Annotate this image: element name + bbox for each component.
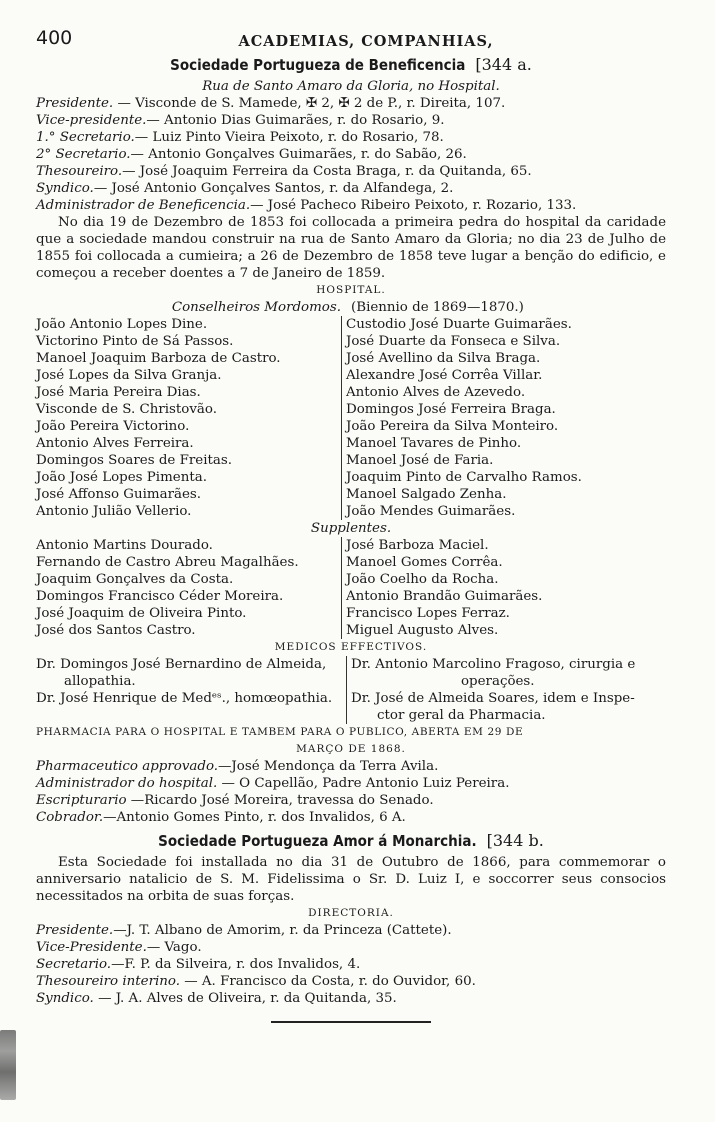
officer-text: — A. Francisco da Costa, r. do Ouvidor, 60. bbox=[179, 974, 476, 989]
officer-role: Secretario. bbox=[36, 957, 112, 972]
officer-line bbox=[36, 163, 666, 180]
officer-text: — José Antonio Gonçalves Santos, r. da Alfandega, 2. bbox=[93, 181, 454, 196]
officer-role: Thesoureiro interino. bbox=[36, 974, 180, 989]
running-head: ACADEMIAS, COMPANHIAS, bbox=[238, 33, 494, 50]
section2-ref: [344 b. bbox=[486, 831, 544, 850]
list-item: Antonio Brandão Guimarães. bbox=[346, 589, 543, 604]
list-item: Visconde de S. Christovão. bbox=[36, 402, 217, 417]
mordomos-label: Conselheiros Mordomos. bbox=[171, 300, 341, 315]
list-item: Domingos Francisco Céder Moreira. bbox=[36, 589, 284, 604]
officer-line bbox=[36, 775, 666, 792]
officer-role: Syndico. bbox=[36, 181, 94, 196]
officer-role: Syndico. bbox=[36, 991, 94, 1006]
medicos-right-column bbox=[346, 656, 666, 724]
supplentes-table bbox=[36, 537, 666, 639]
officer-role: Cobrador. bbox=[36, 810, 104, 825]
supplentes-left-column bbox=[36, 537, 341, 639]
officer-text: —Antonio Gomes Pinto, r. dos Invalidos, 6 A. bbox=[103, 810, 406, 825]
list-item: Joaquim Pinto de Carvalho Ramos. bbox=[346, 470, 582, 485]
officer-line bbox=[36, 146, 666, 163]
biennio-label: (Biennio de 1869—1870.) bbox=[351, 300, 524, 315]
officer-role: Administrador de Beneficencia. bbox=[36, 198, 251, 213]
list-item: Dr. Antonio Marcolino Fragoso, cirurgia e bbox=[351, 657, 636, 672]
library-stamp bbox=[0, 1030, 16, 1100]
officer-line bbox=[36, 973, 666, 990]
list-item: Dr. Domingos José Bernardino de Almeida, bbox=[36, 657, 327, 672]
list-item: Domingos José Ferreira Braga. bbox=[346, 402, 556, 417]
section1-title bbox=[36, 56, 666, 74]
officer-line bbox=[36, 197, 666, 214]
list-item: Custodio José Duarte Guimarães. bbox=[346, 317, 572, 332]
officer-text: —J. T. Albano de Amorim, r. da Princeza (Cattete). bbox=[113, 923, 452, 938]
closing-rule bbox=[271, 1021, 431, 1023]
section1-title-text: Sociedade Portugueza de Beneficencia bbox=[170, 56, 466, 74]
list-item: João Pereira da Silva Monteiro. bbox=[346, 419, 559, 434]
section2-title bbox=[36, 832, 666, 850]
officer-line bbox=[36, 922, 666, 939]
list-item: João Antonio Lopes Dine. bbox=[36, 317, 208, 332]
margin-marks bbox=[2, 60, 22, 120]
mordomos-table bbox=[36, 316, 666, 520]
list-item: João José Lopes Pimenta. bbox=[36, 470, 207, 485]
section1-ref: [344 a. bbox=[475, 55, 532, 74]
section1-paragraph: No dia 19 de Dezembro de 1853 foi collocada a primeira pedra do hospital da caridade que a sociedade mandou construir na rua de Santo Amaro da Gloria; no dia 23 de Julho de 1855 foi collocada a cumieira; a 26 de Dezembro de 1858 teve lugar a benção do edificio, e começou a receber doentes a 7 de Janeiro de 1859. bbox=[36, 215, 666, 281]
officer-role: 2° Secretario. bbox=[36, 147, 131, 162]
officer-role: Escripturario bbox=[36, 793, 127, 808]
officer-line bbox=[36, 809, 666, 826]
officer-line bbox=[36, 180, 666, 197]
list-item: Manoel Salgado Zenha. bbox=[346, 487, 507, 502]
officer-line bbox=[36, 112, 666, 129]
list-item: Francisco Lopes Ferraz. bbox=[346, 606, 510, 621]
officer-line bbox=[36, 792, 666, 809]
list-item: José Barboza Maciel. bbox=[346, 538, 489, 553]
directoria-label: DIRECTORIA. bbox=[308, 907, 394, 919]
list-item: José Lopes da Silva Granja. bbox=[36, 368, 222, 383]
officer-role: Pharmaceutico approvado. bbox=[36, 759, 219, 774]
officer-text: — José Pacheco Ribeiro Peixoto, r. Rozario, 133. bbox=[250, 198, 577, 213]
list-item: Alexandre José Corrêa Villar. bbox=[346, 368, 543, 383]
officer-text: — José Joaquim Ferreira da Costa Braga, r. da Quitanda, 65. bbox=[122, 164, 532, 179]
list-item: Antonio Julião Vellerio. bbox=[36, 504, 192, 519]
list-item: Domingos Soares de Freitas. bbox=[36, 453, 232, 468]
list-item: Joaquim Gonçalves da Costa. bbox=[36, 572, 234, 587]
list-item: José Joaquim de Oliveira Pinto. bbox=[36, 606, 247, 621]
list-item: José Duarte da Fonseca e Silva. bbox=[346, 334, 561, 349]
list-item: José dos Santos Castro. bbox=[36, 623, 196, 638]
officer-role: Presidente. bbox=[36, 96, 114, 111]
list-item: Manoel Tavares de Pinho. bbox=[346, 436, 522, 451]
section1-address: Rua de Santo Amaro da Gloria, no Hospital. bbox=[202, 79, 500, 94]
list-item: Dr. José de Almeida Soares, idem e Inspe- bbox=[351, 691, 635, 706]
supplentes-right-column bbox=[341, 537, 666, 639]
list-item: José Avellino da Silva Braga. bbox=[346, 351, 541, 366]
page-number: 400 bbox=[36, 27, 73, 49]
officer-role: Administrador do hospital. bbox=[36, 776, 218, 791]
officer-line bbox=[36, 990, 666, 1007]
list-item: José Maria Pereira Dias. bbox=[36, 385, 201, 400]
list-item: ctor geral da Pharmacia. bbox=[377, 708, 546, 723]
medicos-table bbox=[36, 656, 666, 724]
pharmacia-heading-2: MARÇO DE 1868. bbox=[296, 743, 406, 755]
officer-line bbox=[36, 95, 666, 112]
officer-role: Thesoureiro. bbox=[36, 164, 123, 179]
medicos-label: MEDICOS EFFECTIVOS. bbox=[274, 641, 428, 653]
officer-text: —Ricardo José Moreira, travessa do Senado. bbox=[126, 793, 434, 808]
list-item: Fernando de Castro Abreu Magalhães. bbox=[36, 555, 299, 570]
list-item: allopathia. bbox=[64, 674, 136, 689]
officer-line bbox=[36, 758, 666, 775]
mordomos-header-row bbox=[36, 299, 666, 316]
officer-role: Presidente. bbox=[36, 923, 114, 938]
hospital-label: HOSPITAL. bbox=[316, 284, 386, 296]
list-item: Victorino Pinto de Sá Passos. bbox=[36, 334, 234, 349]
medicos-left-column bbox=[36, 656, 346, 724]
officer-text: — O Capellão, Padre Antonio Luiz Pereira. bbox=[217, 776, 510, 791]
list-item: Antonio Alves Ferreira. bbox=[36, 436, 194, 451]
page bbox=[36, 27, 666, 1023]
officer-text: —F. P. da Silveira, r. dos Invalidos, 4. bbox=[111, 957, 361, 972]
list-item: José Affonso Guimarães. bbox=[36, 487, 202, 502]
officer-role: 1.° Secretario. bbox=[36, 130, 135, 145]
mordomos-left-column bbox=[36, 316, 341, 520]
list-item: Antonio Martins Dourado. bbox=[36, 538, 213, 553]
officer-role: Vice-presidente. bbox=[36, 113, 147, 128]
section2-officers bbox=[36, 922, 666, 1007]
section1-staff bbox=[36, 758, 666, 826]
officer-text: — Luiz Pinto Vieira Peixoto, r. do Rosario, 78. bbox=[134, 130, 444, 145]
list-item: Manoel Gomes Corrêa. bbox=[346, 555, 503, 570]
officer-text: — Vago. bbox=[146, 940, 202, 955]
officer-role: Vice-Presidente. bbox=[36, 940, 147, 955]
list-item: Antonio Alves de Azevedo. bbox=[346, 385, 526, 400]
mordomos-right-column bbox=[341, 316, 666, 520]
officer-text: — Antonio Dias Guimarães, r. do Rosario, 9. bbox=[146, 113, 445, 128]
list-item: João Pereira Victorino. bbox=[36, 419, 190, 434]
list-item: operações. bbox=[461, 674, 535, 689]
section2-title-text: Sociedade Portugueza Amor á Monarchia. bbox=[158, 832, 477, 850]
officer-text: — Visconde de S. Mamede, ✠ 2, ✠ 2 de P., r. Direita, 107. bbox=[113, 96, 506, 111]
officer-line bbox=[36, 956, 666, 973]
officer-line bbox=[36, 129, 666, 146]
officer-line bbox=[36, 939, 666, 956]
officer-text: — Antonio Gonçalves Guimarães, r. do Sabão, 26. bbox=[130, 147, 467, 162]
list-item: Dr. José Henrique de Medᵉˢ., homœopathia. bbox=[36, 691, 333, 706]
officer-text: — J. A. Alves de Oliveira, r. da Quitanda, 35. bbox=[93, 991, 397, 1006]
section2-paragraph: Esta Sociedade foi installada no dia 31 de Outubro de 1866, para commemorar o anniversario natalicio de S. M. Fidelissima o Sr. D. Luiz I, e soccorrer seus consocios necessitados na orbita de suas forças. bbox=[36, 855, 666, 904]
officer-text: —José Mendonça da Terra Avila. bbox=[218, 759, 439, 774]
list-item: João Mendes Guimarães. bbox=[346, 504, 516, 519]
list-item: Miguel Augusto Alves. bbox=[346, 623, 499, 638]
section1-officers bbox=[36, 95, 666, 214]
list-item: Manoel Joaquim Barboza de Castro. bbox=[36, 351, 281, 366]
list-item: Manoel José de Faria. bbox=[346, 453, 494, 468]
list-item: João Coelho da Rocha. bbox=[346, 572, 499, 587]
supplentes-label: Supplentes. bbox=[310, 521, 392, 536]
page-header bbox=[36, 27, 666, 54]
pharmacia-heading: PHARMACIA PARA O HOSPITAL E TAMBEM PARA O PUBLICO, ABERTA EM 29 DE bbox=[36, 726, 524, 738]
